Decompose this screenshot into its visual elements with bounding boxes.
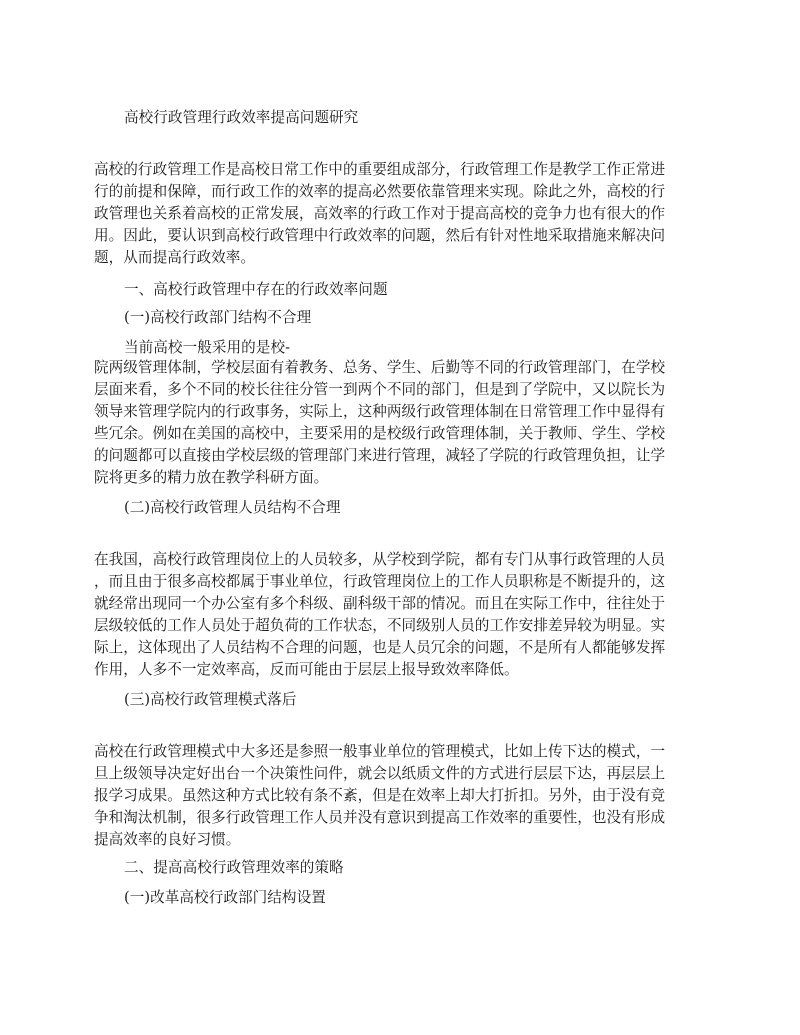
paragraph-line: 用。因此，要认识到高校行政管理中行政效率的问题，然后有针对性地采取措施来解决问 (94, 227, 666, 244)
paragraph-line: 当前高校一般采用的是校- (124, 339, 291, 356)
paragraph-line: 高校在行政管理模式中大多还是参照一般事业单位的管理模式，比如上传下达的模式，一 (94, 743, 666, 760)
paragraph-line: 高校的行政管理工作是高校日常工作中的重要组成部分，行政管理工作是教学工作正常进 (94, 161, 666, 178)
paragraph-line: 院两级管理体制，学校层面有着教务、总务、学生、后勤等不同的行政管理部门，在学校 (94, 359, 666, 376)
subsection-heading: (三)高校行政管理模式落后 (124, 691, 297, 708)
paragraph-line: 层级较低的工作人员处于超负荷的工作状态，不同级别人员的工作安排差异较为明显。实 (94, 617, 666, 634)
section-heading: 一、高校行政管理中存在的行政效率问题 (124, 281, 388, 298)
paragraph-line: 报学习成果。虽然这种方式比较有条不紊，但是在效率上却大打折扣。另外，由于没有竞 (94, 787, 666, 804)
section-heading: 二、提高高校行政管理效率的策略 (124, 859, 344, 876)
paragraph-line: 层面来看，多个不同的校长往往分管一到两个不同的部门，但是到了学院中，又以院长为 (94, 381, 666, 398)
paragraph-line: 的问题都可以直接由学校层级的管理部门来进行管理，减轻了学院的行政管理负担，让学 (94, 447, 666, 464)
paragraph-line: 些冗余。例如在美国的高校中，主要采用的是校级行政管理体制，关于教师、学生、学校 (94, 425, 666, 442)
paragraph-line: 政管理也关系着高校的正常发展，高效率的行政工作对于提高高校的竞争力也有很大的作 (94, 205, 666, 222)
subsection-heading: (一)高校行政部门结构不合理 (124, 309, 312, 326)
subsection-heading: (二)高校行政管理人员结构不合理 (124, 499, 341, 516)
paragraph-line: 作用，人多不一定效率高，反而可能由于层层上报导致效率降低。 (94, 661, 519, 678)
paragraph-line: 争和淘汰机制，很多行政管理工作人员并没有意识到提高工作效率的重要性，也没有形成 (94, 809, 666, 826)
subsection-heading: (一)改革高校行政部门结构设置 (124, 889, 326, 906)
paragraph-line: ，而且由于很多高校都属于事业单位，行政管理岗位上的工作人员职称是不断提升的，这 (94, 573, 666, 590)
paragraph-line: 旦上级领导决定好出台一个决策性问件，就会以纸质文件的方式进行层层下达，再层层上 (94, 765, 666, 782)
paragraph-line: 就经常出现同一个办公室有多个科级、副科级干部的情况。而且在实际工作中，往往处于 (94, 595, 666, 612)
document-title: 高校行政管理行政效率提高问题研究 (124, 109, 359, 126)
paragraph-line: 院将更多的精力放在教学科研方面。 (94, 469, 329, 486)
paragraph-line: 际上，这体现出了人员结构不合理的问题，也是人员冗余的问题，不是所有人都能够发挥 (94, 639, 666, 656)
paragraph-line: 领导来管理学院内的行政事务，实际上，这种两级行政管理体制在日常管理工作中显得有 (94, 403, 666, 420)
paragraph-line: 题，从而提高行政效率。 (94, 249, 256, 266)
paragraph-line: 提高效率的良好习惯。 (94, 831, 241, 848)
paragraph-line: 行的前提和保障，而行政工作的效率的提高必然要依靠管理来实现。除此之外，高校的行 (94, 183, 666, 200)
paragraph-line: 在我国，高校行政管理岗位上的人员较多，从学校到学院，都有专门从事行政管理的人员 (94, 551, 666, 568)
